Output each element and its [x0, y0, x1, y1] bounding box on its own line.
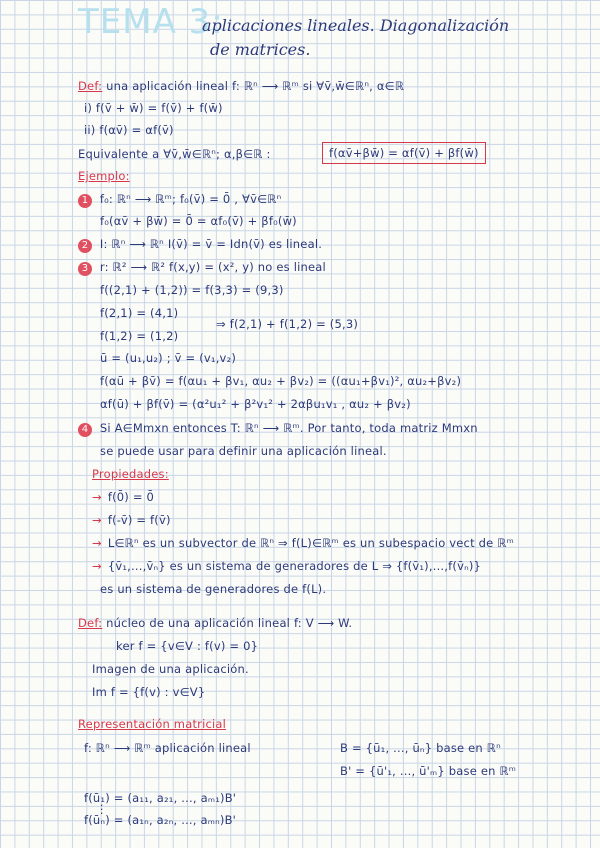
representacion-fun: f(ūₙ) = (a₁ₙ, a₂ₙ, ..., aₘₙ)B': [84, 813, 237, 827]
representacion-f: f: ℝⁿ ⟶ ℝᵐ aplicación lineal: [84, 741, 251, 755]
def2-text: núcleo de una aplicación lineal f: V ⟶ W.: [106, 616, 353, 630]
example-3-g: αf(ū) + βf(v̄) = (α²u₁² + β²v₁² + 2αβu₁v₁ , αu₂ + βv₂): [100, 397, 411, 411]
def2-im: Im f = {f(v) : v∈V}: [92, 685, 206, 699]
example-1-line-a: f₀: ℝⁿ ⟶ ℝᵐ; f₀(v̄) = 0̄ , ∀v̄∈ℝⁿ: [99, 192, 282, 206]
example-3: [78, 259, 326, 276]
example-4-line-a: Si A∈Mmxn entonces T: ℝⁿ ⟶ ℝᵐ. Por tanto, toda matriz Mmxn: [99, 421, 478, 435]
number-3-badge: 3: [78, 262, 92, 276]
def2-label: Def:: [78, 616, 103, 630]
ejemplo-label: Ejemplo:: [78, 169, 130, 183]
representacion-basis-Bprime: B' = {ū'₁, ..., ū'ₘ} base en ℝᵐ: [340, 764, 517, 778]
example-1-line-b: f₀(αv̄ + βw̄) = 0̄ = αf₀(v̄) + βf₀(w̄): [100, 214, 297, 228]
example-3-line: r: ℝ² ⟶ ℝ² f(x,y) = (x², y) no es lineal: [99, 260, 326, 274]
title-line1: aplicaciones lineales. Diagonalización: [202, 16, 510, 35]
vertical-dots: ⋮: [96, 802, 108, 816]
arrow-right-icon: →: [92, 536, 102, 550]
example-3-f: f(αū + βv̄) = f(αu₁ + βv₁, αu₂ + βv₂) = ((αu₁+βv₁)², αu₂+βv₂): [100, 374, 462, 388]
example-1: [78, 191, 281, 208]
title-line2: de matrices.: [210, 40, 311, 59]
example-3-c: ⇒ f(2,1) + f(1,2) = (5,3): [216, 317, 359, 331]
property-3-text: L∈ℝⁿ es un subvector de ℝⁿ ⇒ f(L)∈ℝᵐ es un subespacio vect de ℝᵐ: [107, 536, 514, 550]
property-4-text-b: es un sistema de generadores de f(L).: [100, 582, 327, 596]
def2-imagen: Imagen de una aplicación.: [92, 662, 249, 676]
property-4-text-a: {v̄₁,...,v̄ₙ} es un sistema de generadores de L ⇒ {f(v̄₁),...,f(v̄ₙ)}: [107, 559, 482, 573]
number-2-badge: 2: [78, 239, 92, 253]
propiedades-label: Propiedades:: [92, 467, 169, 481]
property-2-text: f(-v̄) = f(v̄): [107, 513, 171, 527]
property-1: [92, 489, 154, 505]
example-2: [78, 236, 322, 253]
representacion-fu1: f(ū₁) = (a₁₁, a₂₁, ..., aₘ₁)B': [84, 791, 237, 805]
def1-boxed-formula: f(αv̄+βw̄) = αf(v̄) + βf(w̄): [322, 142, 486, 164]
property-3: [92, 535, 514, 551]
arrow-right-icon: →: [92, 513, 102, 527]
representacion-label: Representación matricial: [78, 717, 227, 731]
def2-ker: ker f = {v∈V : f(v) = 0}: [116, 639, 259, 653]
example-3-a: f((2,1) + (1,2)) = f(3,3) = (9,3): [100, 283, 284, 297]
number-1-badge: 1: [78, 194, 92, 208]
def1-text: una aplicación lineal f: ℝⁿ ⟶ ℝᵐ si ∀v̄,w̄∈ℝⁿ, α∈ℝ: [106, 79, 405, 93]
example-3-d: f(1,2) = (1,2): [100, 329, 179, 343]
def1-ii: ii) f(αv̄) = αf(v̄): [84, 123, 174, 137]
number-4-badge: 4: [78, 423, 92, 437]
def1-i: i) f(v̄ + w̄) = f(v̄) + f(w̄): [84, 101, 223, 115]
example-4-line-b: se puede usar para definir una aplicación lineal.: [100, 444, 387, 458]
example-4: [78, 420, 478, 437]
title-tema: TEMA 3:: [78, 2, 224, 42]
def1-row: [78, 78, 404, 94]
def1-equiv: Equivalente a ∀v̄,w̄∈ℝⁿ; α,β∈ℝ :: [78, 147, 271, 161]
example-3-e: ū = (u₁,u₂) ; v̄ = (v₁,v₂): [100, 351, 237, 365]
example-3-b: f(2,1) = (4,1): [100, 306, 179, 320]
property-4: [92, 558, 481, 574]
representacion-basis-B: B = {ū₁, ..., ūₙ} base en ℝⁿ: [340, 741, 501, 755]
property-2: [92, 512, 171, 528]
example-2-line: I: ℝⁿ ⟶ ℝⁿ I(v̄) = v̄ = Idn(v̄) es lineal.: [99, 237, 323, 251]
def1-label: Def:: [78, 79, 103, 93]
arrow-right-icon: →: [92, 490, 102, 504]
def2-row: [78, 615, 352, 631]
arrow-right-icon: →: [92, 559, 102, 573]
property-1-text: f(0̄) = 0̄: [107, 490, 155, 504]
